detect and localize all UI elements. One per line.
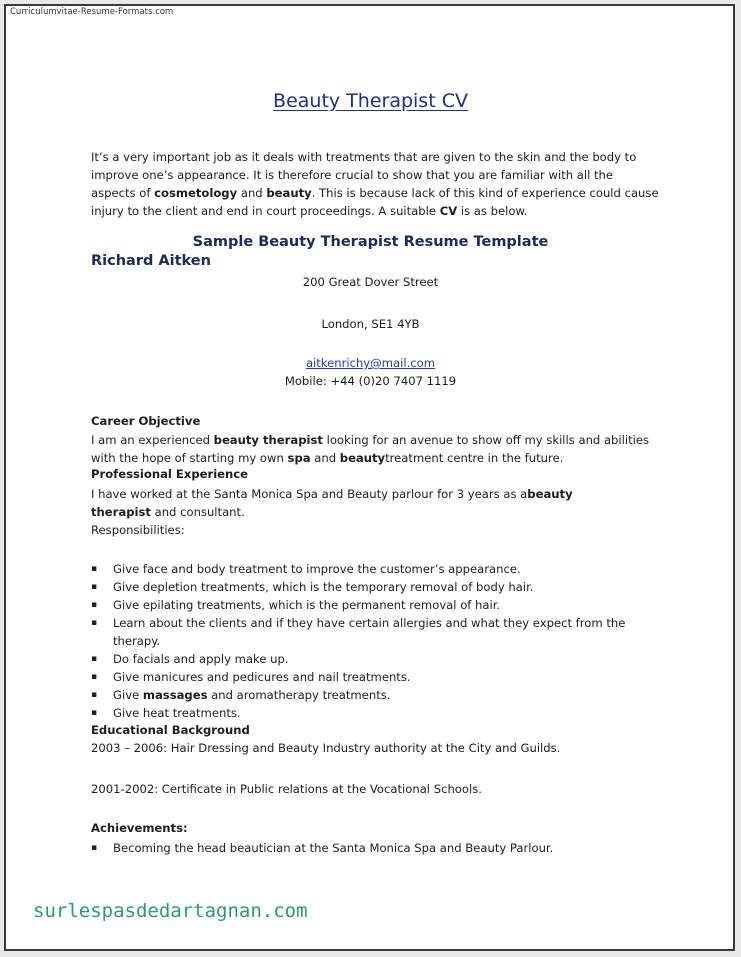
list-item: ▪ Give face and body treatment to improve the customer’s appearance. [91, 562, 521, 576]
intro-line-1: It’s a very important job as it deals with treatments that are given to the skin and the body to [91, 150, 637, 164]
intro-line-2: improve one’s appearance. It is therefore crucial to show that you are familiar with all the [91, 168, 614, 182]
mobile-number: Mobile: +44 (0)20 7407 1119 [284, 374, 457, 388]
intro-paragraph [91, 148, 659, 220]
bullet-icon: ▪ [91, 564, 98, 574]
candidate-name: Richard Aitken [91, 253, 211, 269]
address-city: London, SE1 4YB [321, 317, 420, 331]
achievements-list [91, 839, 553, 857]
bullet-icon: ▪ [91, 654, 98, 664]
responsibilities-list [91, 560, 625, 722]
bullet-icon: ▪ [91, 672, 98, 682]
experience-text: I have worked at the Santa Monica Spa and Beauty parlour for 3 years as abeauty therapist and consultant. Responsibilities: [91, 487, 573, 537]
bullet-icon: ▪ [91, 690, 98, 700]
cv-bold: CV [439, 204, 458, 218]
career-objective-heading: Career Objective [91, 414, 201, 428]
template-heading: Sample Beauty Therapist Resume Template [192, 234, 549, 250]
list-item-continuation: therapy. [113, 634, 161, 648]
career-objective-text: I am an experienced beauty therapist looking for an avenue to show off my skills and abilities with the hope of starting my own spa and beautytreatment centre in the future. [91, 433, 650, 465]
cosmetology-bold: cosmetology [154, 186, 238, 200]
list-item: ▪ Give heat treatments. [91, 706, 241, 720]
achievements-heading: Achievements: [91, 821, 188, 835]
source-url: Curriculumvitae-Resume-Formats.com [10, 7, 174, 17]
list-item: ▪ Give epilating treatments, which is the permanent removal of hair. [91, 598, 501, 612]
list-item: ▪ Give massages and aromatherapy treatments. [91, 688, 391, 702]
intro-line-3: aspects of cosmetology and beauty. This is because lack of this kind of experience could cause [91, 186, 659, 200]
bullet-icon: ▪ [91, 582, 98, 592]
bullet-icon: ▪ [91, 843, 98, 853]
experience-heading: Professional Experience [91, 467, 249, 481]
bullet-icon: ▪ [91, 618, 98, 628]
education-heading: Educational Background [91, 723, 250, 737]
beauty-bold: beauty [266, 186, 312, 200]
list-item: ▪ Becoming the head beautician at the Santa Monica Spa and Beauty Parlour. [91, 841, 554, 855]
education-line-2: 2001-2002: Certificate in Public relations at the Vocational Schools. [91, 782, 482, 796]
bullet-icon: ▪ [91, 600, 98, 610]
list-item: ▪ Give manicures and pedicures and nail treatments. [91, 670, 411, 684]
list-item: ▪ Give depletion treatments, which is the temporary removal of body hair. [91, 580, 534, 594]
bullet-icon: ▪ [91, 708, 98, 718]
address-street: 200 Great Dover Street [302, 275, 439, 289]
page-title: Beauty Therapist CV [273, 90, 468, 112]
list-item: ▪ Learn about the clients and if they have certain allergies and what they expect from the [91, 616, 626, 630]
responsibilities-label: Responsibilities: [91, 523, 185, 537]
watermark: surlespasdedartagnan.com [33, 900, 308, 922]
email-link[interactable]: aitkenrichy@mail.com [305, 356, 436, 370]
intro-line-4: injury to the client and end in court proceedings. A suitable CV is as below. [91, 204, 528, 218]
education-line-1: 2003 – 2006: Hair Dressing and Beauty Industry authority at the City and Guilds. [91, 741, 561, 755]
list-item: ▪ Do facials and apply make up. [91, 652, 289, 666]
